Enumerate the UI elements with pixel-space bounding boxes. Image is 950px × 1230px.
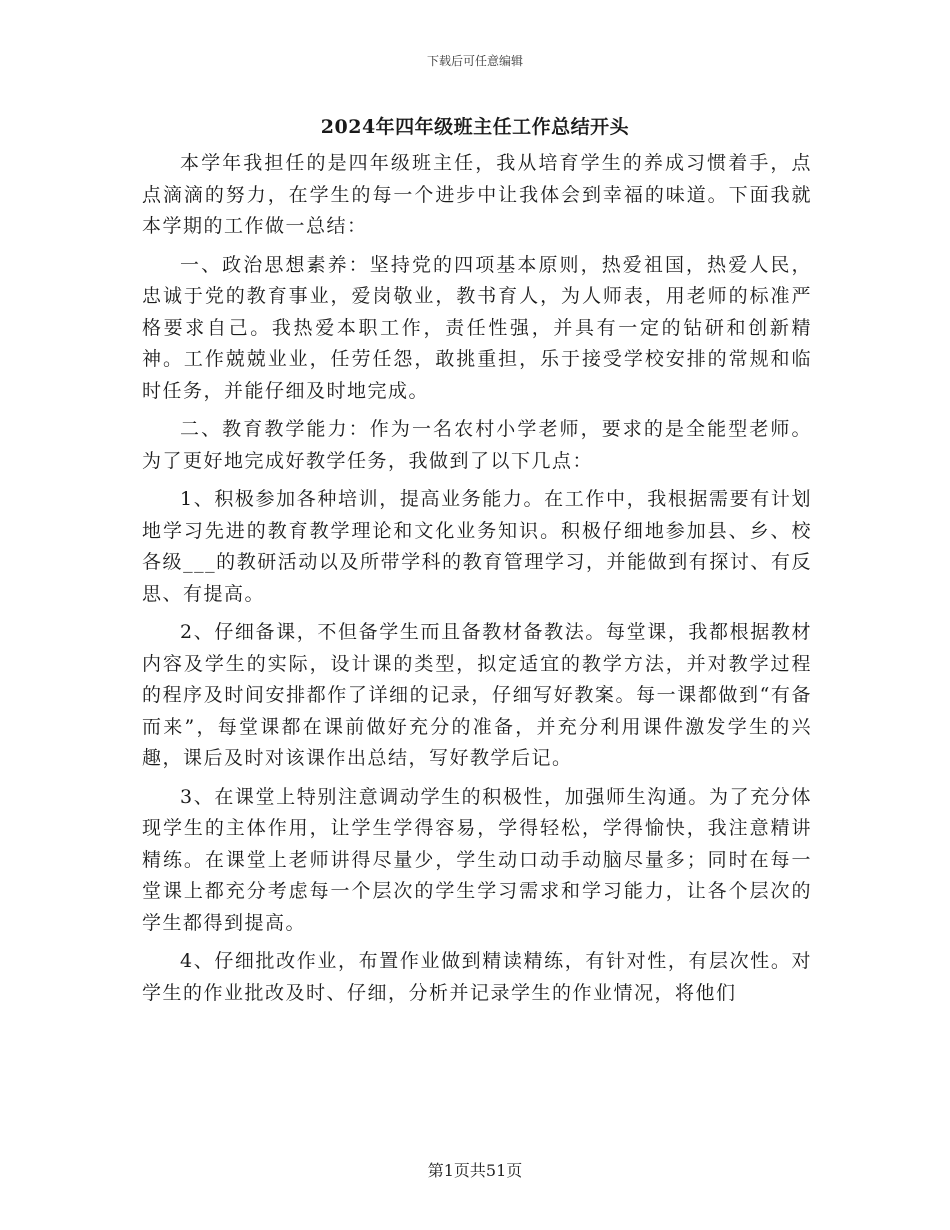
page-number: 第1页共51页 bbox=[427, 1161, 523, 1180]
paragraph-teaching-ability: 二、教育教学能力：作为一名农村小学老师，要求的是全能型老师。为了更好地完成好教学任务，我做到了以下几点： bbox=[142, 418, 812, 472]
paragraph-item-4: 4、仔细批改作业，布置作业做到精读精练，有针对性，有层次性。对学生的作业批改及时、仔细，分析并记录学生的作业情况，将他们 bbox=[142, 950, 812, 1004]
paragraph-item-1: 1、积极参加各种培训，提高业务能力。在工作中，我根据需要有计划地学习先进的教育教学理论和文化业务知识。积极仔细地参加县、乡、校各级___的教研活动以及所带学科的教育管理学习，并能做到有探讨、有反思、有提高。 bbox=[142, 488, 812, 605]
paragraph-political: 一、政治思想素养：坚持党的四项基本原则，热爱祖国，热爱人民，忠诚于党的教育事业，爱岗敬业，教书育人，为人师表，用老师的标准严格要求自己。我热爱本职工作，责任性强，并具有一定的钻研和创新精神。工作兢兢业业，任劳任怨，敢挑重担，乐于接受学校安排的常规和临时任务，并能仔细及时地完成。 bbox=[142, 253, 812, 402]
paragraph-item-3: 3、在课堂上特别注意调动学生的积极性，加强师生沟通。为了充分体现学生的主体作用，让学生学得容易，学得轻松，学得愉快，我注意精讲精练。在课堂上老师讲得尽量少，学生动口动手动脑尽量多；同时在每一堂课上都充分考虑每一个层次的学生学习需求和学习能力，让各个层次的学生都得到提高。 bbox=[142, 785, 812, 934]
header-note: 下载后可任意编辑 bbox=[426, 54, 523, 68]
document-body bbox=[142, 148, 812, 1009]
paragraph-intro: 本学年我担任的是四年级班主任，我从培育学生的养成习惯着手，点点滴滴的努力，在学生的每一个进步中让我体会到幸福的味道。下面我就本学期的工作做一总结： bbox=[142, 152, 812, 237]
paragraph-item-2: 2、仔细备课，不但备学生而且备教材备教法。每堂课，我都根据教材内容及学生的实际，设计课的类型，拟定适宜的教学方法，并对教学过程的程序及时间安排都作了详细的记录，仔细写好教案。每一课都做到“有备而来”，每堂课都在课前做好充分的准备，并充分利用课件激发学生的兴趣，课后及时对该课作出总结，写好教学后记。 bbox=[142, 621, 812, 769]
document-title: 2024年四年级班主任工作总结开头 bbox=[320, 116, 630, 138]
